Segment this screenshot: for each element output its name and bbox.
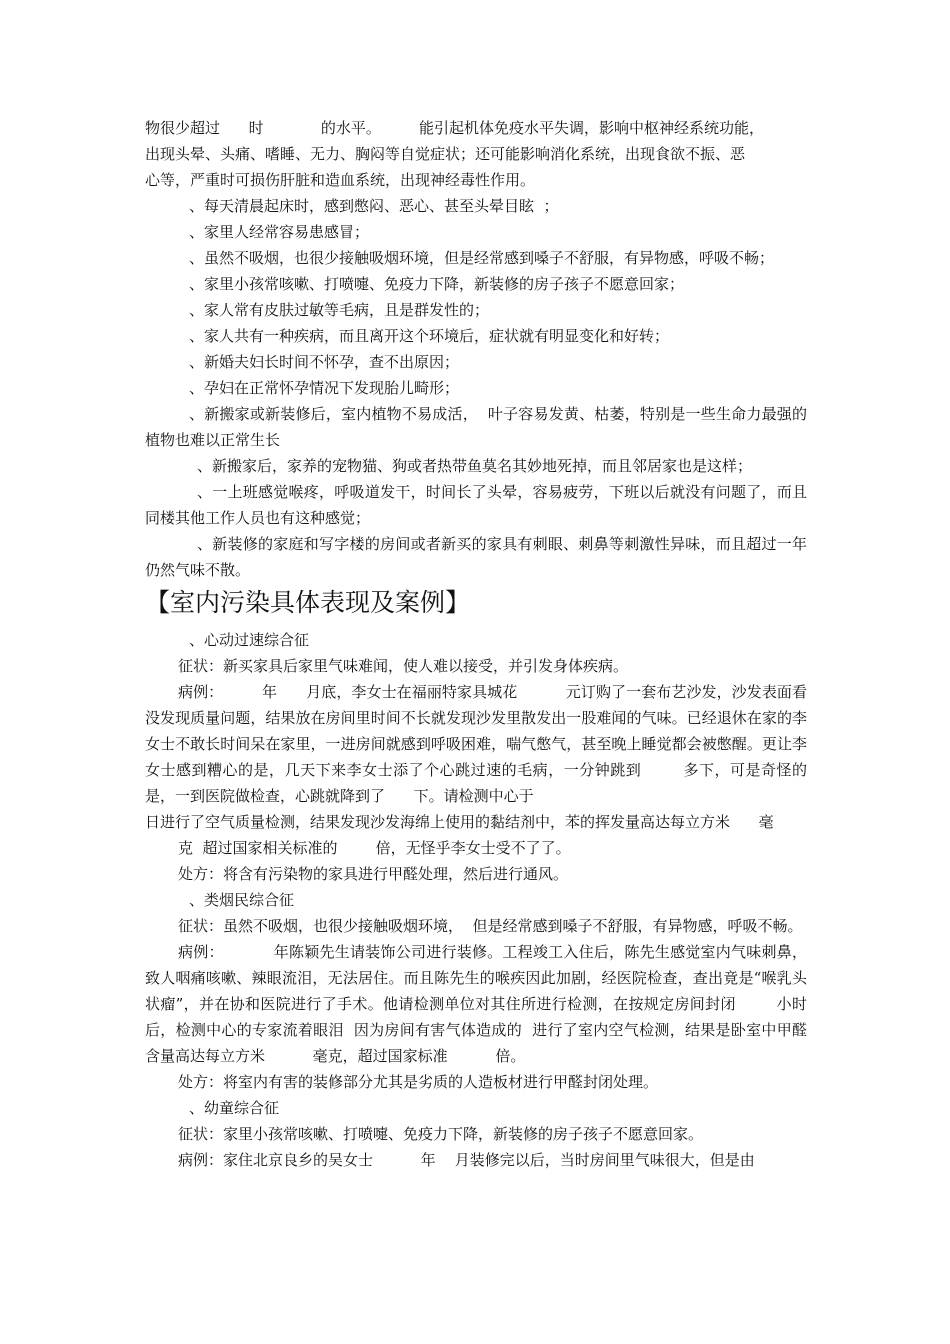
intro-line: 出现头晕、头痛、嗜睡、无力、胸闷等自觉症状；还可能影响消化系统，出现食欲不振、恶 (145, 145, 746, 163)
symptom-item: 、家里人经常容易患感冒； (189, 223, 370, 241)
symptom-item: 、新搬家或新装修后，室内植物不易成活， 叶子容易发黄、枯萎，特别是一些生命力最强的植物也难以正常生长 (145, 405, 807, 449)
case-title: 、类烟民综合征 (189, 891, 295, 909)
symptom-item: 、家里小孩常咳嗽、打喷嚏、免疫力下降，新装修的房子孩子不愿意回家； (189, 275, 685, 293)
symptom-item: 、家人常有皮肤过敏等毛病，且是群发性的； (189, 301, 490, 319)
case-title: 、心动过速综合征 (189, 631, 310, 649)
symptom-item: 、新婚夫妇长时间不怀孕，查不出原因； (189, 353, 460, 371)
case-symptom: 征状：家里小孩常咳嗽、打喷嚏、免疫力下降，新装修的房子孩子不愿意回家。 (178, 1125, 704, 1143)
case-example: 病例： 年陈颖先生请装饰公司进行装修。工程竣工入住后，陈先生感觉室内气味刺鼻，致人咽痛咳嗽、辣眼流泪，无法居住。而且陈先生的喉疾因此加剧，经医院检查，查出竟是“喉乳头状瘤”，并在协和医院进行了手术。他请检测单位对其住所进行检测，在按规定房间封闭 小时后，检测中心的专家流着眼泪 因为房间有害气体造成的 进行了室内空气检测，结果是卧室中甲醛含量高达每立方米 毫克，超过国家标准 倍。 (145, 943, 807, 1065)
case-treatment: 处方：将含有污染物的家具进行甲醛处理，然后进行通风。 (178, 865, 569, 883)
symptom-item: 、新装修的家庭和写字楼的房间或者新买的家具有刺眼、刺鼻等刺激性异味，而且超过一年仍然气味不散。 (145, 535, 807, 579)
section-title: 【室内污染具体表现及案例】 (145, 588, 471, 617)
case-symptom: 征状：新买家具后家里气味难闻，使人难以接受，并引发身体疾病。 (178, 657, 629, 675)
intro-line: 物很少超过 时 的水平。 能引起机体免疫水平失调，影响中枢神经系统功能， (145, 119, 764, 137)
symptom-item: 、每天清晨起床时，感到憋闷、恶心、甚至头晕目眩 ； (189, 197, 559, 215)
symptom-item: 、新搬家后，家养的宠物猫、狗或者热带鱼莫名其妙地死掉，而且邻居家也是这样； (197, 457, 753, 475)
symptom-item: 、家人共有一种疾病，而且离开这个环境后，症状就有明显变化和好转； (189, 327, 670, 345)
case-title: 、幼童综合征 (189, 1099, 280, 1117)
case-example-continued: 克 超过国家相关标准的 倍，无怪乎李女士受不了了。 (178, 839, 571, 857)
symptom-item: 、孕妇在正常怀孕情况下发现胎儿畸形； (189, 379, 460, 397)
case-example: 病例：家住北京良乡的吴女士 年 月装修完以后，当时房间里气味很大，但是由 (178, 1151, 755, 1169)
intro-line: 心等，严重时可损伤肝脏和造血系统，出现神经毒性作用。 (145, 171, 536, 189)
case-treatment: 处方：将室内有害的装修部分尤其是劣质的人造板材进行甲醛封闭处理。 (178, 1073, 659, 1091)
case-symptom: 征状：虽然不吸烟，也很少接触吸烟环境， 但是经常感到嗓子不舒服，有异物感，呼吸不畅。 (178, 917, 803, 935)
document-page (145, 115, 807, 1173)
symptom-item: 、一上班感觉喉疼，呼吸道发干，时间长了头晕，容易疲劳，下班以后就没有问题了，而且同楼其他工作人员也有这种感觉； (145, 483, 807, 527)
case-example: 病例： 年 月底，李女士在福丽特家具城花 元订购了一套布艺沙发，沙发表面看没发现质量问题，结果放在房间里时间不长就发现沙发里散发出一股难闻的气味。已经退休在家的李女士不敢长时间呆在家里，一进房间就感到呼吸困难，喘气憋气，甚至晚上睡觉都会被憋醒。更让李女士感到糟心的是，几天下来李女士添了个心跳过速的毛病，一分钟跳到 多下，可是奇怪的是，一到医院做检查，心跳就降到了 下。请检测中心于 (145, 683, 807, 805)
symptom-item: 、虽然不吸烟，也很少接触吸烟环境，但是经常感到嗓子不舒服，有异物感，呼吸不畅； (189, 249, 775, 267)
case-example-continued: 日进行了空气质量检测，结果发现沙发海绵上使用的黏结剂中，苯的挥发量高达每立方米 毫 (145, 813, 774, 831)
